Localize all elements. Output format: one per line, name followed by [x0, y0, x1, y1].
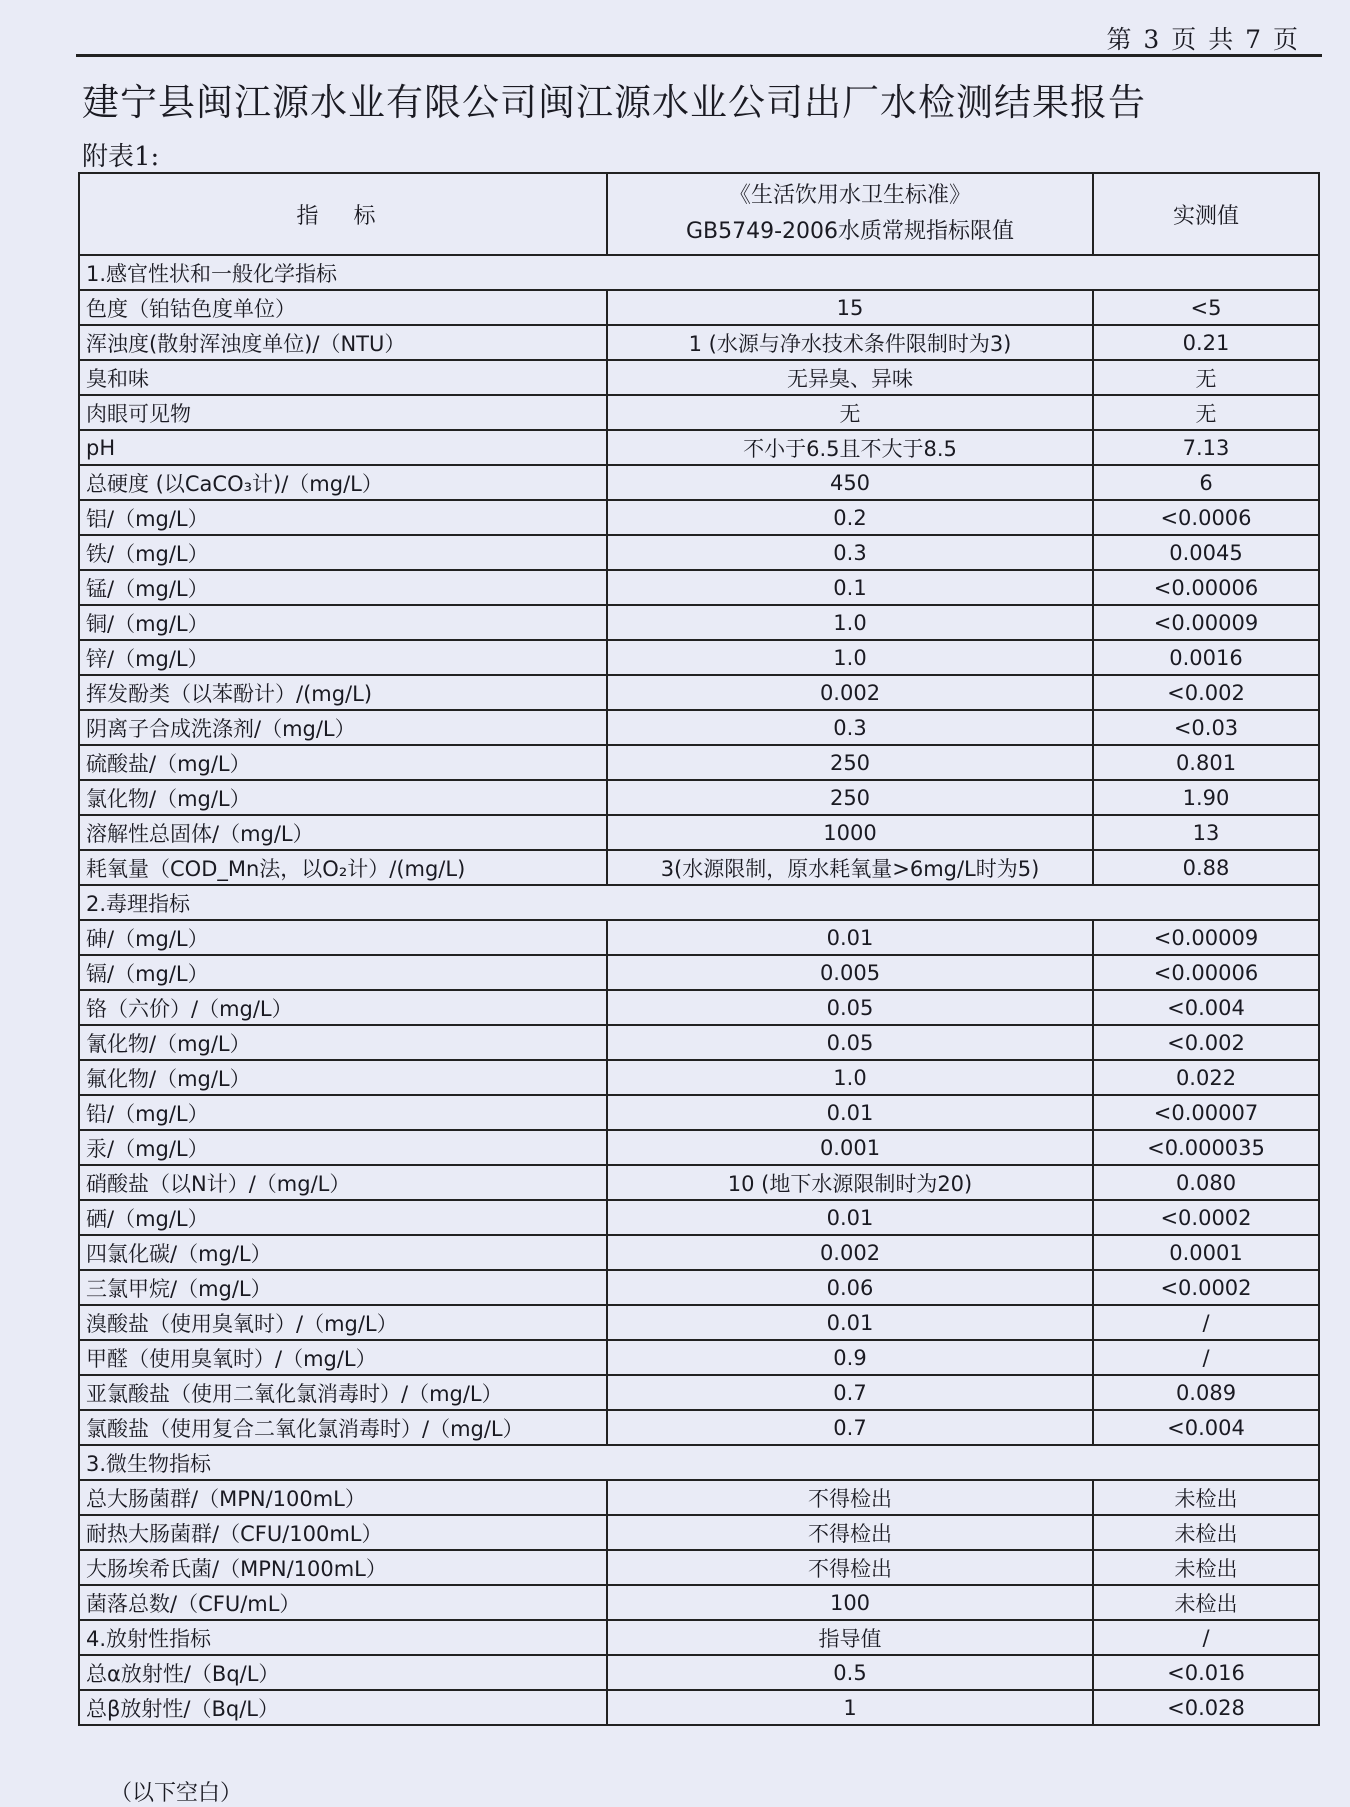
measured-value-cell: <0.0002 — [1093, 1200, 1319, 1235]
indicator-cell: 氯化物/（mg/L） — [79, 780, 607, 815]
measured-value-cell: <0.00006 — [1093, 570, 1319, 605]
table-row — [79, 955, 1319, 990]
limit-cell: 3(水源限制，原水耗氧量>6mg/L时为5) — [607, 850, 1093, 885]
table-row — [79, 1165, 1319, 1200]
measured-value-cell: 1.90 — [1093, 780, 1319, 815]
measured-value-cell: 0.801 — [1093, 745, 1319, 780]
measured-value-cell: 0.88 — [1093, 850, 1319, 885]
table-row — [79, 500, 1319, 535]
limit-cell: 1 — [607, 1690, 1093, 1725]
header-standard-limit — [607, 173, 1093, 255]
limit-cell: 0.05 — [607, 1025, 1093, 1060]
indicator-cell: 浑浊度(散射浑浊度单位)/（NTU） — [79, 325, 607, 360]
table-body — [79, 255, 1319, 1725]
section-row — [79, 885, 1319, 920]
limit-cell: 0.005 — [607, 955, 1093, 990]
limit-cell: 0.7 — [607, 1375, 1093, 1410]
measured-value-cell: <0.000035 — [1093, 1130, 1319, 1165]
limit-cell: 0.01 — [607, 920, 1093, 955]
water-quality-table — [78, 172, 1320, 1726]
limit-cell: 指导值 — [607, 1620, 1093, 1655]
measured-value-cell: 未检出 — [1093, 1515, 1319, 1550]
indicator-cell: 镉/（mg/L） — [79, 955, 607, 990]
measured-value-cell: / — [1093, 1340, 1319, 1375]
table-row — [79, 745, 1319, 780]
measured-value-cell: 未检出 — [1093, 1585, 1319, 1620]
table-row — [79, 1130, 1319, 1165]
indicator-cell: pH — [79, 430, 607, 465]
indicator-cell: 硫酸盐/（mg/L） — [79, 745, 607, 780]
indicator-cell: 甲醛（使用臭氧时）/（mg/L） — [79, 1340, 607, 1375]
indicator-cell: 菌落总数/（CFU/mL） — [79, 1585, 607, 1620]
measured-value-cell: <0.004 — [1093, 1410, 1319, 1445]
table-row — [79, 1480, 1319, 1515]
table-row — [79, 570, 1319, 605]
indicator-cell: 总β放射性/（Bq/L） — [79, 1690, 607, 1725]
measured-value-cell: <0.00006 — [1093, 955, 1319, 990]
table-row — [79, 1025, 1319, 1060]
indicator-cell: 氰化物/（mg/L） — [79, 1025, 607, 1060]
indicator-cell: 耗氧量（COD_Mn法，以O₂计）/(mg/L) — [79, 850, 607, 885]
limit-cell: 1.0 — [607, 1060, 1093, 1095]
limit-cell: 0.01 — [607, 1095, 1093, 1130]
table-row — [79, 850, 1319, 885]
measured-value-cell: <5 — [1093, 290, 1319, 325]
table-row — [79, 815, 1319, 850]
table-row — [79, 395, 1319, 430]
indicator-cell: 铜/（mg/L） — [79, 605, 607, 640]
header-standard-line1: 《生活饮用水卫生标准》 — [728, 183, 971, 208]
measured-value-cell: <0.0002 — [1093, 1270, 1319, 1305]
table-row — [79, 710, 1319, 745]
measured-value-cell: <0.002 — [1093, 675, 1319, 710]
measured-value-cell: 0.022 — [1093, 1060, 1319, 1095]
indicator-cell: 挥发酚类（以苯酚计）/(mg/L) — [79, 675, 607, 710]
limit-cell: 0.2 — [607, 500, 1093, 535]
footer-note: （以下空白） — [110, 1781, 243, 1806]
indicator-cell: 四氯化碳/（mg/L） — [79, 1235, 607, 1270]
measured-value-cell: <0.016 — [1093, 1655, 1319, 1690]
indicator-cell: 4.放射性指标 — [79, 1620, 607, 1655]
indicator-cell: 氯酸盐（使用复合二氧化氯消毒时）/（mg/L） — [79, 1410, 607, 1445]
table-row — [79, 1410, 1319, 1445]
indicator-cell: 耐热大肠菌群/（CFU/100mL） — [79, 1515, 607, 1550]
table-row — [79, 290, 1319, 325]
section-title: 2.毒理指标 — [79, 885, 1319, 920]
measured-value-cell: 6 — [1093, 465, 1319, 500]
measured-value-cell: 7.13 — [1093, 430, 1319, 465]
measured-value-cell: <0.002 — [1093, 1025, 1319, 1060]
measured-value-cell: 无 — [1093, 360, 1319, 395]
table-row — [79, 920, 1319, 955]
header-standard-line2: GB5749-2006水质常规指标限值 — [685, 219, 1015, 244]
limit-cell: 0.06 — [607, 1270, 1093, 1305]
table-row — [79, 430, 1319, 465]
table-row — [79, 1235, 1319, 1270]
limit-cell: 0.3 — [607, 710, 1093, 745]
limit-cell: 不小于6.5且不大于8.5 — [607, 430, 1093, 465]
indicator-cell: 总α放射性/（Bq/L） — [79, 1655, 607, 1690]
measured-value-cell: <0.03 — [1093, 710, 1319, 745]
indicator-cell: 砷/（mg/L） — [79, 920, 607, 955]
table-row — [79, 1305, 1319, 1340]
limit-cell: 无 — [607, 395, 1093, 430]
indicator-cell: 大肠埃希氏菌/（MPN/100mL） — [79, 1550, 607, 1585]
indicator-cell: 三氯甲烷/（mg/L） — [79, 1270, 607, 1305]
indicator-cell: 硝酸盐（以N计）/（mg/L） — [79, 1165, 607, 1200]
table-row — [79, 990, 1319, 1025]
limit-cell: 1.0 — [607, 605, 1093, 640]
table-row — [79, 1690, 1319, 1725]
table-row — [79, 1340, 1319, 1375]
indicator-cell: 铬（六价）/（mg/L） — [79, 990, 607, 1025]
limit-cell: 0.05 — [607, 990, 1093, 1025]
table-row — [79, 1655, 1319, 1690]
table-row — [79, 465, 1319, 500]
indicator-cell: 溶解性总固体/（mg/L） — [79, 815, 607, 850]
section-row — [79, 255, 1319, 290]
indicator-cell: 铝/（mg/L） — [79, 500, 607, 535]
table-row — [79, 1515, 1319, 1550]
section-title: 1.感官性状和一般化学指标 — [79, 255, 1319, 290]
indicator-cell: 亚氯酸盐（使用二氧化氯消毒时）/（mg/L） — [79, 1375, 607, 1410]
indicator-cell: 汞/（mg/L） — [79, 1130, 607, 1165]
limit-cell: 0.002 — [607, 675, 1093, 710]
table-row — [79, 1620, 1319, 1655]
limit-cell: 0.3 — [607, 535, 1093, 570]
indicator-cell: 锌/（mg/L） — [79, 640, 607, 675]
limit-cell: 15 — [607, 290, 1093, 325]
indicator-cell: 铁/（mg/L） — [79, 535, 607, 570]
table-row — [79, 1550, 1319, 1585]
indicator-cell: 锰/（mg/L） — [79, 570, 607, 605]
measured-value-cell: 0.0016 — [1093, 640, 1319, 675]
indicator-cell: 硒/（mg/L） — [79, 1200, 607, 1235]
indicator-cell: 总硬度 (以CaCO₃计)/（mg/L） — [79, 465, 607, 500]
indicator-cell: 阴离子合成洗涤剂/（mg/L） — [79, 710, 607, 745]
limit-cell: 0.1 — [607, 570, 1093, 605]
measured-value-cell: / — [1093, 1620, 1319, 1655]
document-title: 建宁县闽江源水业有限公司闽江源水业公司出厂水检测结果报告 — [82, 81, 1146, 124]
indicator-cell: 色度（铂钴色度单位） — [79, 290, 607, 325]
limit-cell: 0.01 — [607, 1200, 1093, 1235]
limit-cell: 250 — [607, 780, 1093, 815]
measured-value-cell: 13 — [1093, 815, 1319, 850]
limit-cell: 不得检出 — [607, 1480, 1093, 1515]
measured-value-cell: <0.00007 — [1093, 1095, 1319, 1130]
table-row — [79, 1270, 1319, 1305]
measured-value-cell: <0.028 — [1093, 1690, 1319, 1725]
measured-value-cell: 无 — [1093, 395, 1319, 430]
table-row — [79, 1375, 1319, 1410]
appendix-label: 附表1: — [82, 142, 160, 172]
header-measured-value: 实测值 — [1093, 173, 1319, 255]
table-row — [79, 1095, 1319, 1130]
limit-cell: 0.001 — [607, 1130, 1093, 1165]
indicator-cell: 臭和味 — [79, 360, 607, 395]
measured-value-cell: <0.00009 — [1093, 605, 1319, 640]
indicator-cell: 肉眼可见物 — [79, 395, 607, 430]
limit-cell: 无异臭、异味 — [607, 360, 1093, 395]
limit-cell: 不得检出 — [607, 1550, 1093, 1585]
limit-cell: 不得检出 — [607, 1515, 1093, 1550]
header-rule — [76, 54, 1322, 57]
table-row — [79, 1060, 1319, 1095]
limit-cell: 0.7 — [607, 1410, 1093, 1445]
table-row — [79, 325, 1319, 360]
indicator-cell: 总大肠菌群/（MPN/100mL） — [79, 1480, 607, 1515]
indicator-cell: 溴酸盐（使用臭氧时）/（mg/L） — [79, 1305, 607, 1340]
section-title: 3.微生物指标 — [79, 1445, 1319, 1480]
measured-value-cell: 0.089 — [1093, 1375, 1319, 1410]
header-indicator: 指 标 — [79, 173, 607, 255]
table-row — [79, 535, 1319, 570]
table-row — [79, 780, 1319, 815]
table-row — [79, 640, 1319, 675]
indicator-cell: 铅/（mg/L） — [79, 1095, 607, 1130]
measured-value-cell: 未检出 — [1093, 1550, 1319, 1585]
limit-cell: 10 (地下水源限制时为20) — [607, 1165, 1093, 1200]
measured-value-cell: <0.00009 — [1093, 920, 1319, 955]
measured-value-cell: 未检出 — [1093, 1480, 1319, 1515]
page-number-info: 第 3 页 共 7 页 — [1106, 25, 1300, 54]
limit-cell: 0.01 — [607, 1305, 1093, 1340]
limit-cell: 0.002 — [607, 1235, 1093, 1270]
table-header-row — [79, 173, 1319, 255]
limit-cell: 450 — [607, 465, 1093, 500]
measured-value-cell: <0.0006 — [1093, 500, 1319, 535]
table-row — [79, 360, 1319, 395]
limit-cell: 250 — [607, 745, 1093, 780]
limit-cell: 1000 — [607, 815, 1093, 850]
measured-value-cell: 0.21 — [1093, 325, 1319, 360]
limit-cell: 100 — [607, 1585, 1093, 1620]
section-row — [79, 1445, 1319, 1480]
measured-value-cell: 0.0045 — [1093, 535, 1319, 570]
table-row — [79, 675, 1319, 710]
measured-value-cell: <0.004 — [1093, 990, 1319, 1025]
limit-cell: 1.0 — [607, 640, 1093, 675]
limit-cell: 0.9 — [607, 1340, 1093, 1375]
table-row — [79, 1585, 1319, 1620]
limit-cell: 0.5 — [607, 1655, 1093, 1690]
table-row — [79, 605, 1319, 640]
measured-value-cell: 0.0001 — [1093, 1235, 1319, 1270]
measured-value-cell: / — [1093, 1305, 1319, 1340]
measured-value-cell: 0.080 — [1093, 1165, 1319, 1200]
indicator-cell: 氟化物/（mg/L） — [79, 1060, 607, 1095]
limit-cell: 1 (水源与净水技术条件限制时为3) — [607, 325, 1093, 360]
table-row — [79, 1200, 1319, 1235]
